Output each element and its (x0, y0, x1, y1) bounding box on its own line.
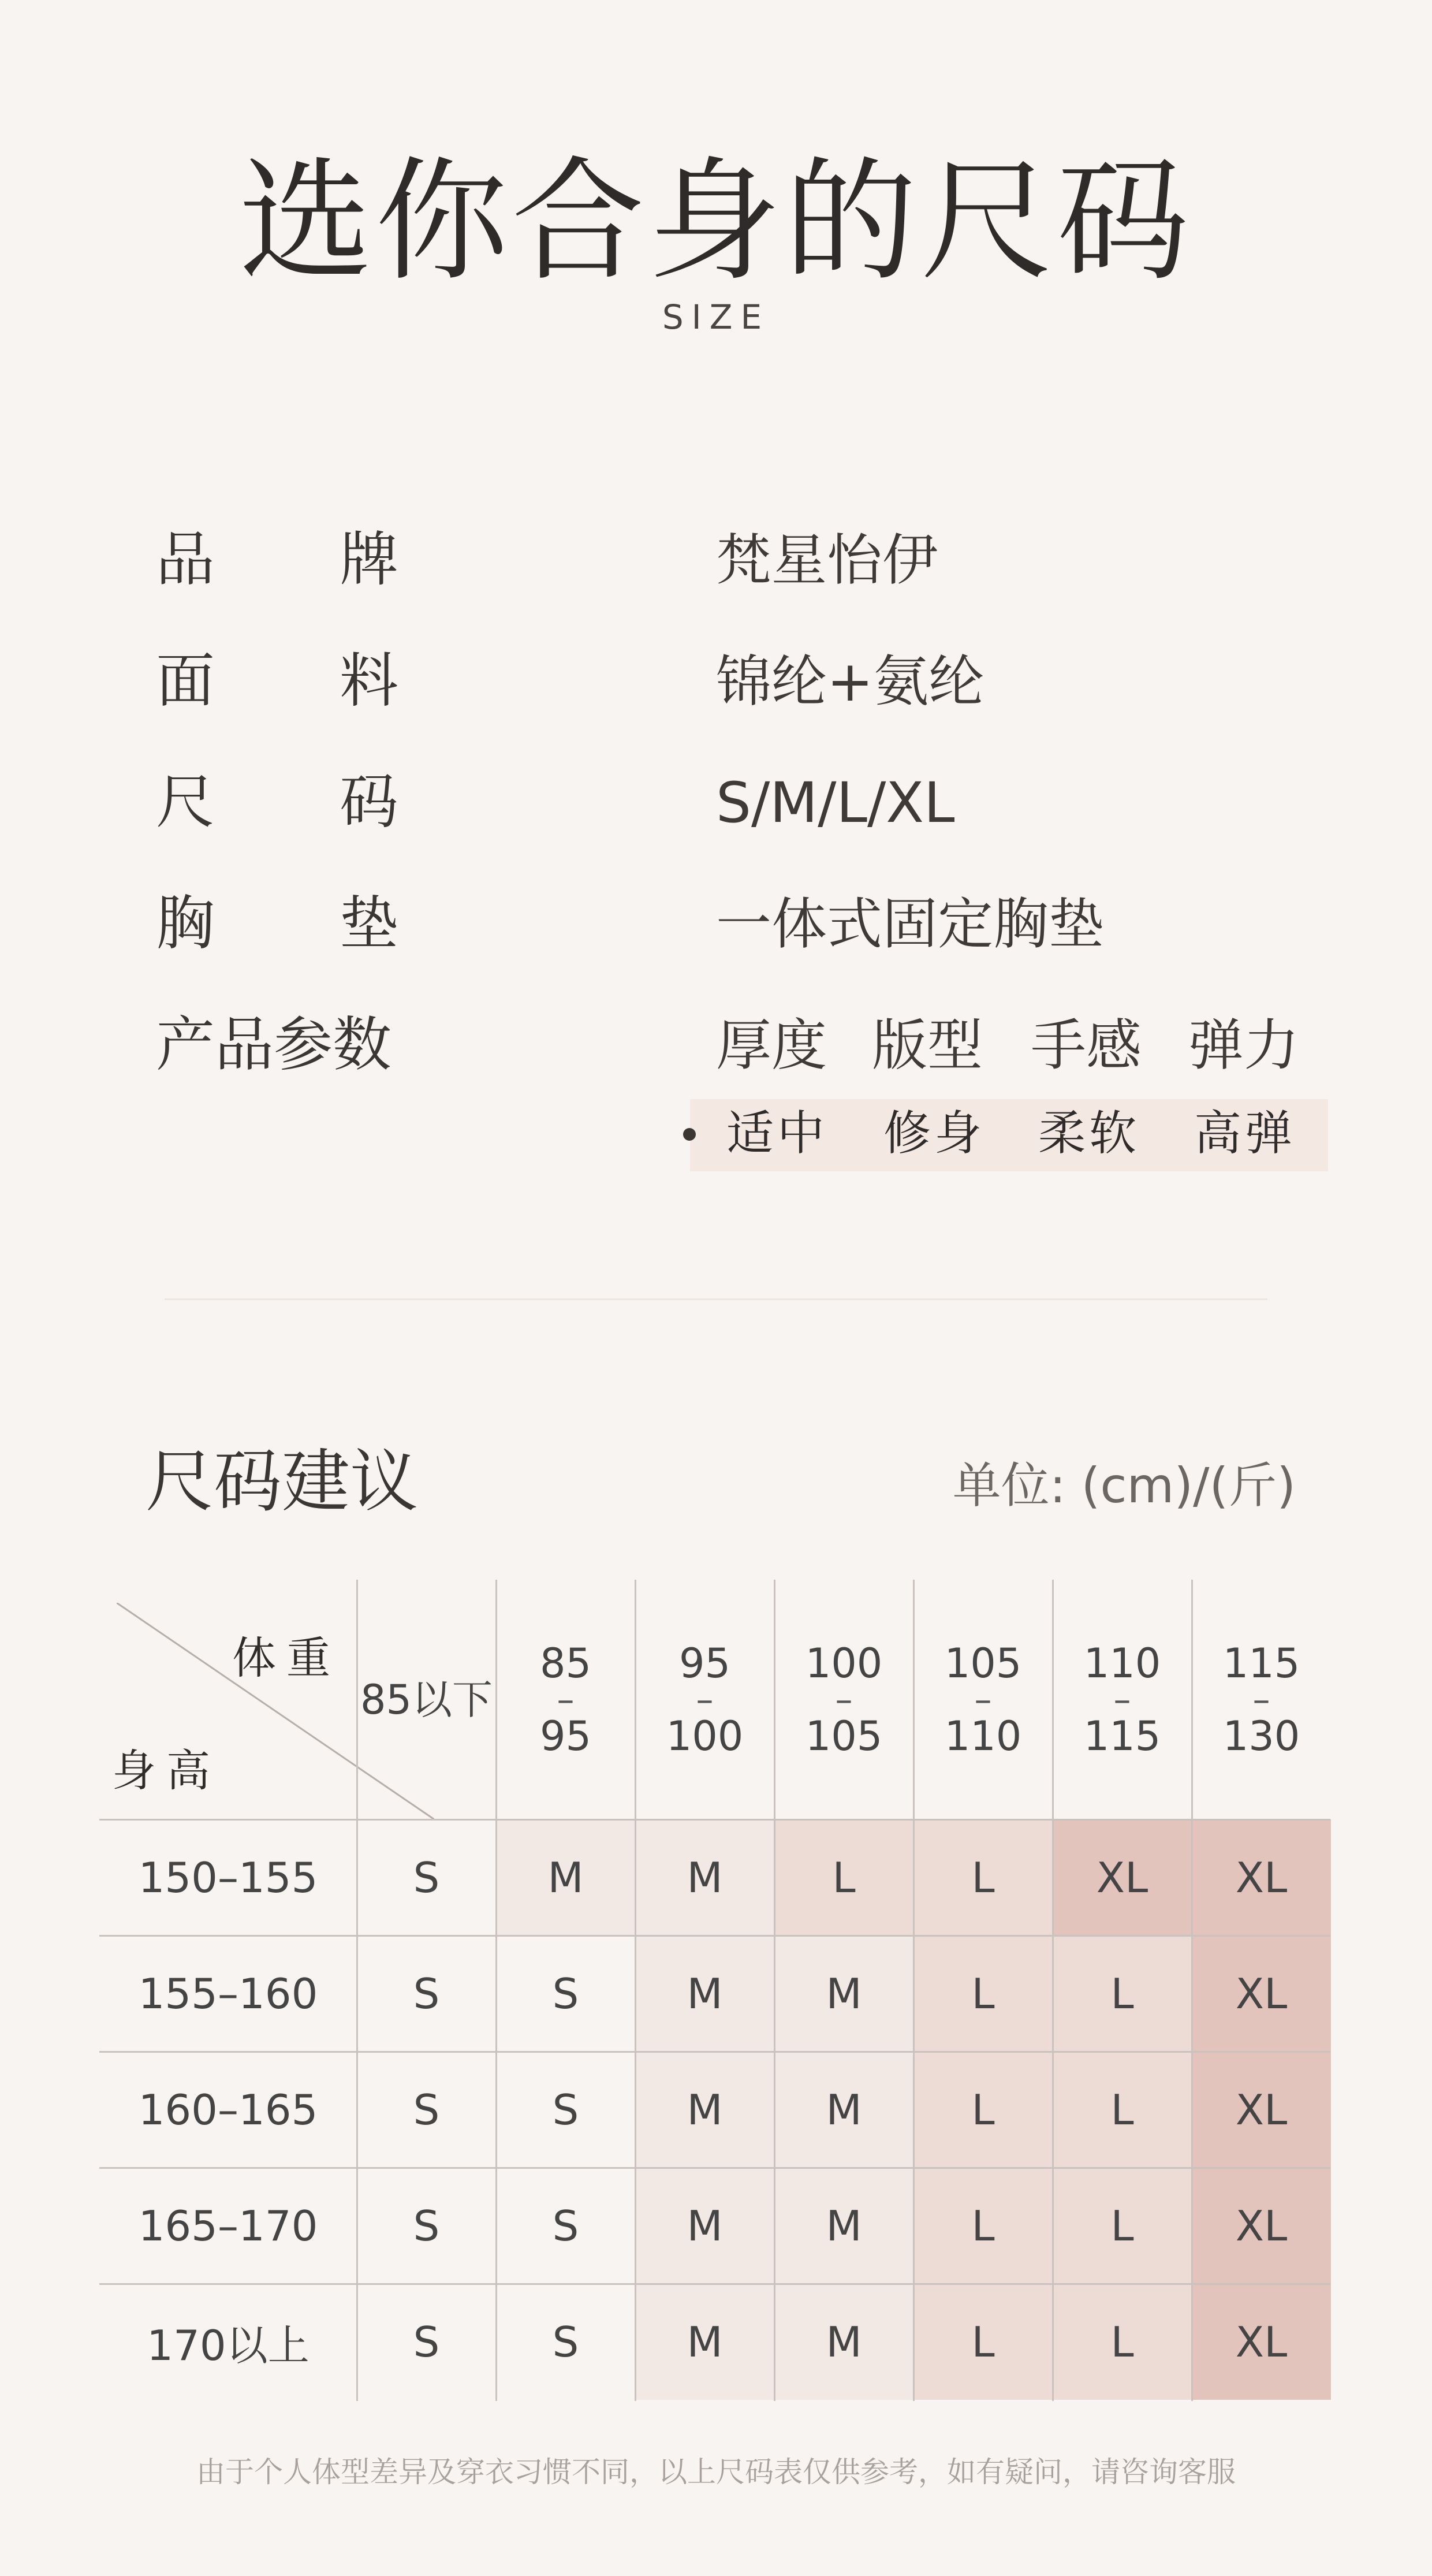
weight-column-header: 115 – 130 (1222, 1639, 1300, 1760)
size-cell: XL (1192, 2052, 1331, 2168)
size-cell: M (774, 2284, 913, 2400)
table-column-line (495, 1580, 497, 2401)
size-cell: L (1053, 1935, 1192, 2052)
size-cell: M (635, 2052, 774, 2168)
spec-label-size: 尺 码 (156, 768, 398, 837)
size-cell: XL (1053, 1819, 1192, 1935)
page-title: 选你合身的尺码 (238, 145, 1193, 299)
spec-value-size: S/M/L/XL (716, 770, 955, 835)
size-cell: M (635, 1935, 774, 2052)
size-cell: S (357, 1819, 496, 1935)
size-cell: M (635, 2168, 774, 2284)
spec-label-brand: 品 牌 (156, 526, 398, 594)
size-cell: M (774, 2052, 913, 2168)
weight-column-header: 85以下 (360, 1676, 493, 1723)
corner-height-label: 身高 (112, 1745, 221, 1796)
param-header-stretch: 弹力 (1188, 1013, 1299, 1078)
size-cell: S (496, 2284, 635, 2400)
size-cell: L (774, 1819, 913, 1935)
spec-label-fabric: 面 料 (156, 647, 398, 716)
size-cell: M (635, 1819, 774, 1935)
unit-label: 单位: (cm)/(斤) (952, 1457, 1296, 1514)
table-row-line (99, 2283, 1330, 2285)
size-cell: S (357, 2052, 496, 2168)
table-column-line (774, 1580, 775, 2401)
table-row-line (99, 2051, 1330, 2053)
height-cell: 170以上 (147, 2321, 309, 2370)
footnote: 由于个人体型差异及穿衣习惯不同，以上尺码表仅供参考，如有疑问，请咨询客服 (196, 2455, 1236, 2489)
param-value-stretch: 高弹 (1194, 1106, 1296, 1161)
size-cell: S (496, 2168, 635, 2284)
weight-column-header: 105 – 110 (944, 1639, 1022, 1760)
size-chart-table (99, 1580, 1330, 2401)
weight-column-header: 110 – 115 (1083, 1639, 1161, 1760)
table-row-line (99, 1819, 1330, 1821)
param-header-fit: 版型 (872, 1013, 983, 1078)
size-cell: XL (1192, 1819, 1331, 1935)
table-column-line (913, 1580, 915, 2401)
bullet-icon (683, 1128, 696, 1141)
height-cell: 150–155 (138, 1853, 318, 1902)
size-cell: L (1053, 2284, 1192, 2400)
table-column-line (635, 1580, 636, 2401)
weight-column-header: 85 – 95 (539, 1639, 592, 1760)
height-cell: 165–170 (138, 2201, 318, 2250)
size-cell: S (357, 1935, 496, 2052)
table-column-line (1191, 1580, 1193, 2401)
size-cell: S (357, 2168, 496, 2284)
size-cell: S (496, 1935, 635, 2052)
size-cell: S (357, 2284, 496, 2400)
size-cell: M (774, 2168, 913, 2284)
size-section-title: 尺码建议 (146, 1442, 419, 1521)
table-column-line (1052, 1580, 1054, 2401)
size-cell: L (913, 2168, 1053, 2284)
size-cell: M (635, 2284, 774, 2400)
size-cell: XL (1192, 1935, 1331, 2052)
size-cell: S (496, 2052, 635, 2168)
page-subtitle: SIZE (662, 297, 770, 337)
spec-value-fabric: 锦纶+氨纶 (716, 649, 984, 714)
size-cell: L (1053, 2052, 1192, 2168)
height-cell: 155–160 (138, 1969, 318, 2018)
param-header-feel: 手感 (1031, 1013, 1142, 1078)
section-divider (165, 1298, 1267, 1300)
size-cell: XL (1192, 2284, 1331, 2400)
table-row-line (99, 2167, 1330, 2169)
size-cell: M (496, 1819, 635, 1935)
size-cell: L (913, 2052, 1053, 2168)
weight-column-header: 95 – 100 (666, 1639, 744, 1760)
param-header-thickness: 厚度 (716, 1013, 827, 1078)
corner-weight-label: 体重 (232, 1632, 341, 1684)
spec-label-pad: 胸 垫 (156, 889, 398, 958)
param-value-fit: 修身 (883, 1106, 986, 1161)
weight-column-header: 100 – 105 (805, 1639, 883, 1760)
size-cell: L (913, 1819, 1053, 1935)
param-value-feel: 柔软 (1038, 1106, 1140, 1161)
size-cell: XL (1192, 2168, 1331, 2284)
spec-value-brand: 梵星怡伊 (716, 528, 938, 593)
size-cell: M (774, 1935, 913, 2052)
size-cell: L (913, 2284, 1053, 2400)
size-cell: L (1053, 2168, 1192, 2284)
spec-label-params: 产品参数 (156, 1011, 391, 1079)
height-cell: 160–165 (138, 2085, 318, 2134)
table-row-line (99, 1935, 1330, 1937)
spec-value-pad: 一体式固定胸垫 (716, 892, 1104, 956)
param-value-thickness: 适中 (726, 1106, 829, 1161)
table-column-line (356, 1580, 358, 2401)
param-headers (0, 1008, 1432, 1083)
size-cell: L (913, 1935, 1053, 2052)
